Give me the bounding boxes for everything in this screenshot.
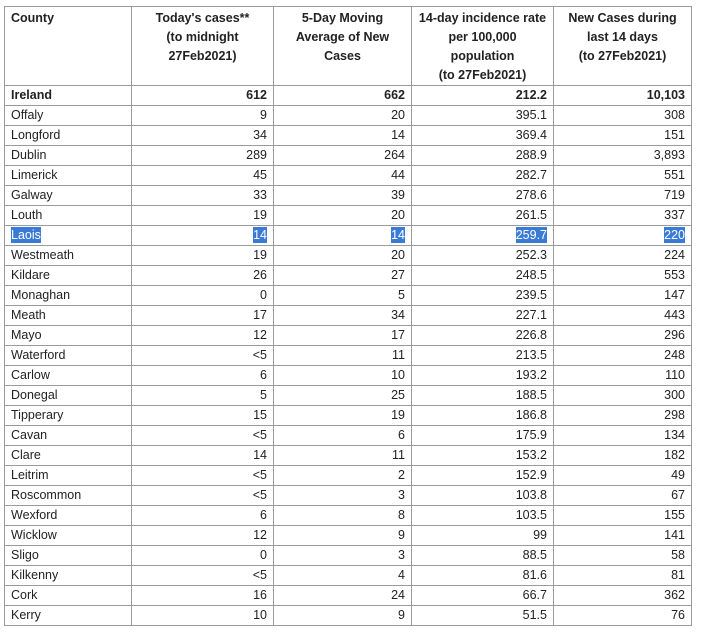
- cell-county: Meath: [5, 306, 132, 326]
- cell-new-cases: 443: [554, 306, 692, 326]
- cell-county: Carlow: [5, 366, 132, 386]
- header-line: last 14 days: [587, 30, 658, 44]
- cell-moving-average: 8: [274, 506, 412, 526]
- cell-new-cases: 76: [554, 606, 692, 626]
- table-row: [5, 266, 692, 286]
- cell-county: Roscommon: [5, 486, 132, 506]
- cell-todays-cases: 289: [132, 146, 274, 166]
- table-row: [5, 126, 692, 146]
- cell-moving-average: 9: [274, 526, 412, 546]
- cell-new-cases: 362: [554, 586, 692, 606]
- cell-new-cases: 337: [554, 206, 692, 226]
- cell-incidence-rate: 213.5: [412, 346, 554, 366]
- cell-todays-cases: 9: [132, 106, 274, 126]
- cell-county: Mayo: [5, 326, 132, 346]
- cell-new-cases: 553: [554, 266, 692, 286]
- cell-moving-average: 34: [274, 306, 412, 326]
- cell-county: Wexford: [5, 506, 132, 526]
- table-row: [5, 206, 692, 226]
- cell-moving-average: 14: [274, 126, 412, 146]
- table-row: [5, 606, 692, 626]
- cell-todays-cases: 10: [132, 606, 274, 626]
- cell-county: Cavan: [5, 426, 132, 446]
- cell-county: Cork: [5, 586, 132, 606]
- cell-moving-average: 20: [274, 206, 412, 226]
- cell-moving-average: 4: [274, 566, 412, 586]
- cell-todays-cases: <5: [132, 346, 274, 366]
- cell-todays-cases: 33: [132, 186, 274, 206]
- cell-county: Wicklow: [5, 526, 132, 546]
- cell-incidence-rate: 282.7: [412, 166, 554, 186]
- header-line: population: [450, 49, 515, 63]
- cell-moving-average: 662: [274, 86, 412, 106]
- table-row: [5, 526, 692, 546]
- cell-county: Louth: [5, 206, 132, 226]
- selected-text-highlight: 220: [664, 228, 685, 242]
- cell-county: Kildare: [5, 266, 132, 286]
- table-row: [5, 246, 692, 266]
- table-row: [5, 146, 692, 166]
- cell-todays-cases: 0: [132, 546, 274, 566]
- table-row-selected: [5, 226, 692, 246]
- cell-todays-cases: <5: [132, 466, 274, 486]
- cell-todays-cases: 17: [132, 306, 274, 326]
- cell-moving-average: 3: [274, 546, 412, 566]
- cell-moving-average: 10: [274, 366, 412, 386]
- cell-todays-cases: [132, 226, 274, 246]
- cell-todays-cases: 26: [132, 266, 274, 286]
- cell-moving-average: [274, 226, 412, 246]
- cell-county: Limerick: [5, 166, 132, 186]
- cell-incidence-rate: 188.5: [412, 386, 554, 406]
- cell-moving-average: 3: [274, 486, 412, 506]
- cell-incidence-rate: 226.8: [412, 326, 554, 346]
- cell-county: Longford: [5, 126, 132, 146]
- cell-new-cases: 110: [554, 366, 692, 386]
- cell-incidence-rate: 152.9: [412, 466, 554, 486]
- table-row: [5, 366, 692, 386]
- cell-county: Monaghan: [5, 286, 132, 306]
- cell-todays-cases: 19: [132, 206, 274, 226]
- cell-moving-average: 9: [274, 606, 412, 626]
- header-line: per 100,000: [448, 30, 517, 44]
- cell-incidence-rate: 81.6: [412, 566, 554, 586]
- cell-county: Westmeath: [5, 246, 132, 266]
- table-row: [5, 506, 692, 526]
- header-line: (to 27Feb2021): [578, 49, 667, 63]
- cell-new-cases: 58: [554, 546, 692, 566]
- cell-incidence-rate: 212.2: [412, 86, 554, 106]
- header-line: County: [11, 11, 55, 25]
- header-line: (to midnight: [166, 30, 239, 44]
- cell-todays-cases: 16: [132, 586, 274, 606]
- table-header-row: [5, 7, 692, 86]
- table-row: [5, 426, 692, 446]
- table-row: [5, 446, 692, 466]
- header-line: Cases: [324, 49, 361, 63]
- cell-moving-average: 39: [274, 186, 412, 206]
- cell-moving-average: 5: [274, 286, 412, 306]
- table-row: [5, 346, 692, 366]
- cell-incidence-rate: 153.2: [412, 446, 554, 466]
- cell-incidence-rate: 395.1: [412, 106, 554, 126]
- cell-todays-cases: 34: [132, 126, 274, 146]
- selected-text-highlight: 259.7: [515, 228, 547, 242]
- cell-incidence-rate: 103.5: [412, 506, 554, 526]
- cell-incidence-rate: 66.7: [412, 586, 554, 606]
- cell-incidence-rate: 88.5: [412, 546, 554, 566]
- cell-county: Waterford: [5, 346, 132, 366]
- table-row: [5, 286, 692, 306]
- table-row: [5, 466, 692, 486]
- header-line: 14-day incidence rate: [418, 11, 547, 25]
- cell-incidence-rate: 227.1: [412, 306, 554, 326]
- table-row: [5, 106, 692, 126]
- cell-new-cases: 296: [554, 326, 692, 346]
- cell-new-cases: 298: [554, 406, 692, 426]
- cell-county: Leitrim: [5, 466, 132, 486]
- cell-todays-cases: 19: [132, 246, 274, 266]
- cell-county: Galway: [5, 186, 132, 206]
- table-row: [5, 306, 692, 326]
- table-row: [5, 586, 692, 606]
- cell-county: Clare: [5, 446, 132, 466]
- cell-moving-average: 11: [274, 446, 412, 466]
- header-line: Average of New: [295, 30, 390, 44]
- table-row: [5, 406, 692, 426]
- cell-moving-average: 20: [274, 106, 412, 126]
- cell-new-cases: 300: [554, 386, 692, 406]
- cell-new-cases: 147: [554, 286, 692, 306]
- cell-todays-cases: 0: [132, 286, 274, 306]
- header-line: 5-Day Moving: [301, 11, 384, 25]
- cell-incidence-rate: 103.8: [412, 486, 554, 506]
- table-row: [5, 486, 692, 506]
- cell-incidence-rate: 175.9: [412, 426, 554, 446]
- cell-new-cases: 151: [554, 126, 692, 146]
- cell-moving-average: 6: [274, 426, 412, 446]
- cell-county: Offaly: [5, 106, 132, 126]
- cell-new-cases: 308: [554, 106, 692, 126]
- cell-todays-cases: 15: [132, 406, 274, 426]
- table-row: [5, 326, 692, 346]
- cell-incidence-rate: 239.5: [412, 286, 554, 306]
- header-todays-cases: [132, 7, 274, 86]
- cell-incidence-rate: 51.5: [412, 606, 554, 626]
- cell-new-cases: 81: [554, 566, 692, 586]
- cell-todays-cases: <5: [132, 426, 274, 446]
- cell-new-cases: 134: [554, 426, 692, 446]
- cell-new-cases: [554, 226, 692, 246]
- cell-new-cases: 67: [554, 486, 692, 506]
- cell-todays-cases: <5: [132, 566, 274, 586]
- cell-todays-cases: 5: [132, 386, 274, 406]
- cell-county: Ireland: [5, 86, 132, 106]
- cell-county: [5, 226, 132, 246]
- cell-moving-average: 27: [274, 266, 412, 286]
- cell-new-cases: 182: [554, 446, 692, 466]
- cell-incidence-rate: 99: [412, 526, 554, 546]
- table-row: [5, 186, 692, 206]
- cell-incidence-rate: 248.5: [412, 266, 554, 286]
- cell-moving-average: 2: [274, 466, 412, 486]
- cell-new-cases: 49: [554, 466, 692, 486]
- header-new-cases-14-days: [554, 7, 692, 86]
- cell-incidence-rate: 186.8: [412, 406, 554, 426]
- header-moving-average: [274, 7, 412, 86]
- selected-text-highlight: 14: [391, 228, 405, 242]
- cell-moving-average: 20: [274, 246, 412, 266]
- cell-county: Donegal: [5, 386, 132, 406]
- cell-todays-cases: 45: [132, 166, 274, 186]
- header-county: [5, 7, 132, 86]
- header-line: New Cases during: [568, 11, 677, 25]
- cell-moving-average: 19: [274, 406, 412, 426]
- cell-new-cases: 551: [554, 166, 692, 186]
- cell-county: Kerry: [5, 606, 132, 626]
- cell-todays-cases: <5: [132, 486, 274, 506]
- cell-new-cases: 10,103: [554, 86, 692, 106]
- cell-county: Dublin: [5, 146, 132, 166]
- cell-incidence-rate: 369.4: [412, 126, 554, 146]
- cell-county: Tipperary: [5, 406, 132, 426]
- cell-moving-average: 25: [274, 386, 412, 406]
- cell-todays-cases: 612: [132, 86, 274, 106]
- cell-new-cases: 248: [554, 346, 692, 366]
- header-line: Today's cases**: [155, 11, 250, 25]
- header-line: (to 27Feb2021): [438, 68, 527, 82]
- cell-new-cases: 224: [554, 246, 692, 266]
- table-row: [5, 386, 692, 406]
- cell-incidence-rate: 261.5: [412, 206, 554, 226]
- cell-incidence-rate: 278.6: [412, 186, 554, 206]
- table-row: [5, 566, 692, 586]
- cell-new-cases: 3,893: [554, 146, 692, 166]
- cell-moving-average: 11: [274, 346, 412, 366]
- cell-incidence-rate: 288.9: [412, 146, 554, 166]
- cell-moving-average: 17: [274, 326, 412, 346]
- cell-todays-cases: 12: [132, 326, 274, 346]
- table-row: [5, 166, 692, 186]
- covid-cases-table: [4, 6, 692, 626]
- selected-text-highlight: 14: [253, 228, 267, 242]
- cell-todays-cases: 6: [132, 506, 274, 526]
- cell-incidence-rate: [412, 226, 554, 246]
- covid-cases-table-container: [4, 6, 691, 626]
- selected-text-highlight: Laois: [11, 228, 41, 242]
- header-incidence-rate: [412, 7, 554, 86]
- cell-new-cases: 155: [554, 506, 692, 526]
- cell-moving-average: 24: [274, 586, 412, 606]
- table-row-total-ireland: [5, 86, 692, 106]
- cell-new-cases: 719: [554, 186, 692, 206]
- cell-todays-cases: 12: [132, 526, 274, 546]
- cell-new-cases: 141: [554, 526, 692, 546]
- cell-moving-average: 264: [274, 146, 412, 166]
- cell-county: Kilkenny: [5, 566, 132, 586]
- cell-county: Sligo: [5, 546, 132, 566]
- cell-incidence-rate: 252.3: [412, 246, 554, 266]
- table-row: [5, 546, 692, 566]
- header-line: 27Feb2021): [168, 49, 237, 63]
- cell-incidence-rate: 193.2: [412, 366, 554, 386]
- cell-moving-average: 44: [274, 166, 412, 186]
- cell-todays-cases: 6: [132, 366, 274, 386]
- cell-todays-cases: 14: [132, 446, 274, 466]
